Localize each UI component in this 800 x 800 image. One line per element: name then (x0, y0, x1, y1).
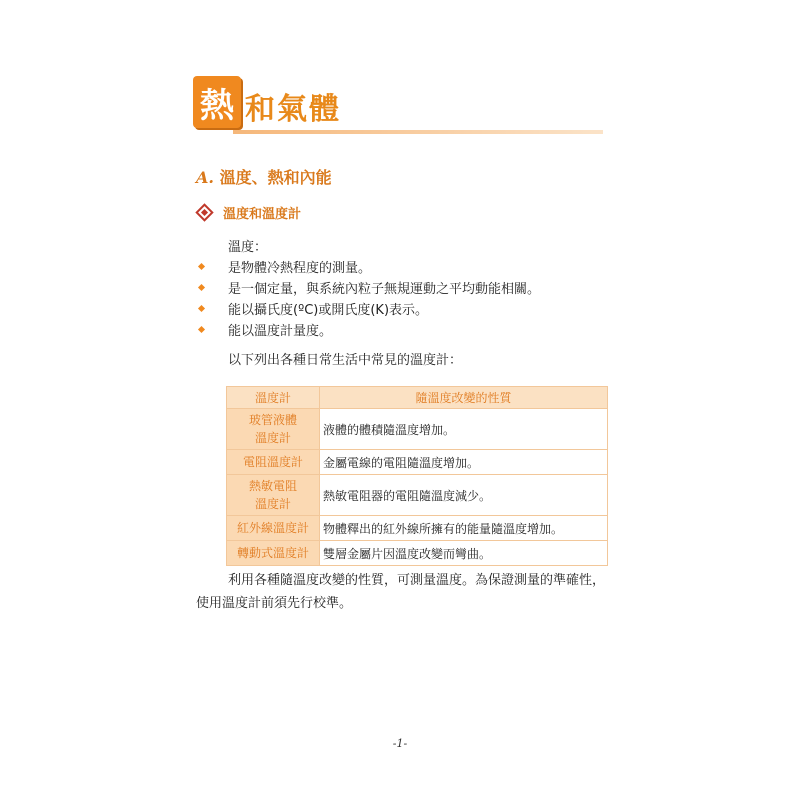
list-item (196, 298, 540, 319)
list-item (196, 256, 540, 277)
list-item (196, 319, 540, 340)
thermometer-property: 物體釋出的紅外線所擁有的能量隨溫度增加。 (320, 516, 608, 541)
bullet-icon (198, 263, 205, 270)
table-header-cell: 溫度計 (227, 387, 320, 409)
thermometer-property: 金屬電線的電阻隨溫度增加。 (320, 450, 608, 475)
section-letter: A. (196, 168, 214, 187)
table-intro: 以下列出各種日常生活中常見的溫度計： (228, 353, 463, 368)
table-row (227, 450, 608, 475)
subsection-heading (196, 203, 301, 222)
bullet-icon (198, 284, 205, 291)
thermometer-property: 液體的體積隨溫度增加。 (320, 409, 608, 450)
definition-term: 溫度： (228, 240, 268, 255)
title-underline (233, 130, 603, 134)
bullet-icon (198, 305, 205, 312)
table-row (227, 409, 608, 450)
thermometer-name (227, 409, 320, 450)
table-row (227, 475, 608, 516)
thermometer-table (226, 386, 608, 566)
thermometer-name: 電阻溫度計 (227, 450, 320, 475)
section-title: 溫度、熱和內能 (219, 168, 332, 187)
page-number: -1- (392, 737, 408, 750)
thermometer-name-text: 玻管液體溫度計 (248, 413, 297, 445)
list-item (196, 277, 540, 298)
subsection-title: 溫度和溫度計 (223, 207, 302, 222)
table-header-cell: 隨溫度改變的性質 (320, 387, 608, 409)
chapter-title-badge: 熱 (193, 76, 241, 128)
thermometer-name-text: 熱敏電阻溫度計 (248, 479, 297, 511)
list-item-text: 是物體冷熱程度的測量。 (228, 261, 372, 276)
list-item-text: 能以溫度計量度。 (228, 324, 333, 339)
table-header-row (227, 387, 608, 409)
diamond-bullet-icon (195, 203, 213, 221)
thermometer-name (227, 475, 320, 516)
body-paragraph (196, 569, 616, 615)
list-item-text: 是一個定量，與系統內粒子無規運動之平均動能相關。 (228, 282, 541, 297)
thermometer-name: 轉動式溫度計 (227, 541, 320, 566)
paragraph-text: 利用各種隨溫度改變的性質，可測量溫度。為保證測量的準確性，使用溫度計前須先行校準。 (196, 573, 606, 611)
table-row (227, 516, 608, 541)
definition-list (196, 256, 540, 340)
table-row (227, 541, 608, 566)
bullet-icon (198, 326, 205, 333)
thermometer-property: 熱敏電阻器的電阻隨溫度減少。 (320, 475, 608, 516)
thermometer-property: 雙層金屬片因溫度改變而彎曲。 (320, 541, 608, 566)
thermometer-name: 紅外線溫度計 (227, 516, 320, 541)
section-heading (196, 165, 332, 188)
chapter-title (193, 76, 613, 136)
list-item-text: 能以攝氏度(ºC)或開氏度(K)表示。 (228, 303, 429, 318)
chapter-title-text: 和氣體 (245, 92, 341, 127)
